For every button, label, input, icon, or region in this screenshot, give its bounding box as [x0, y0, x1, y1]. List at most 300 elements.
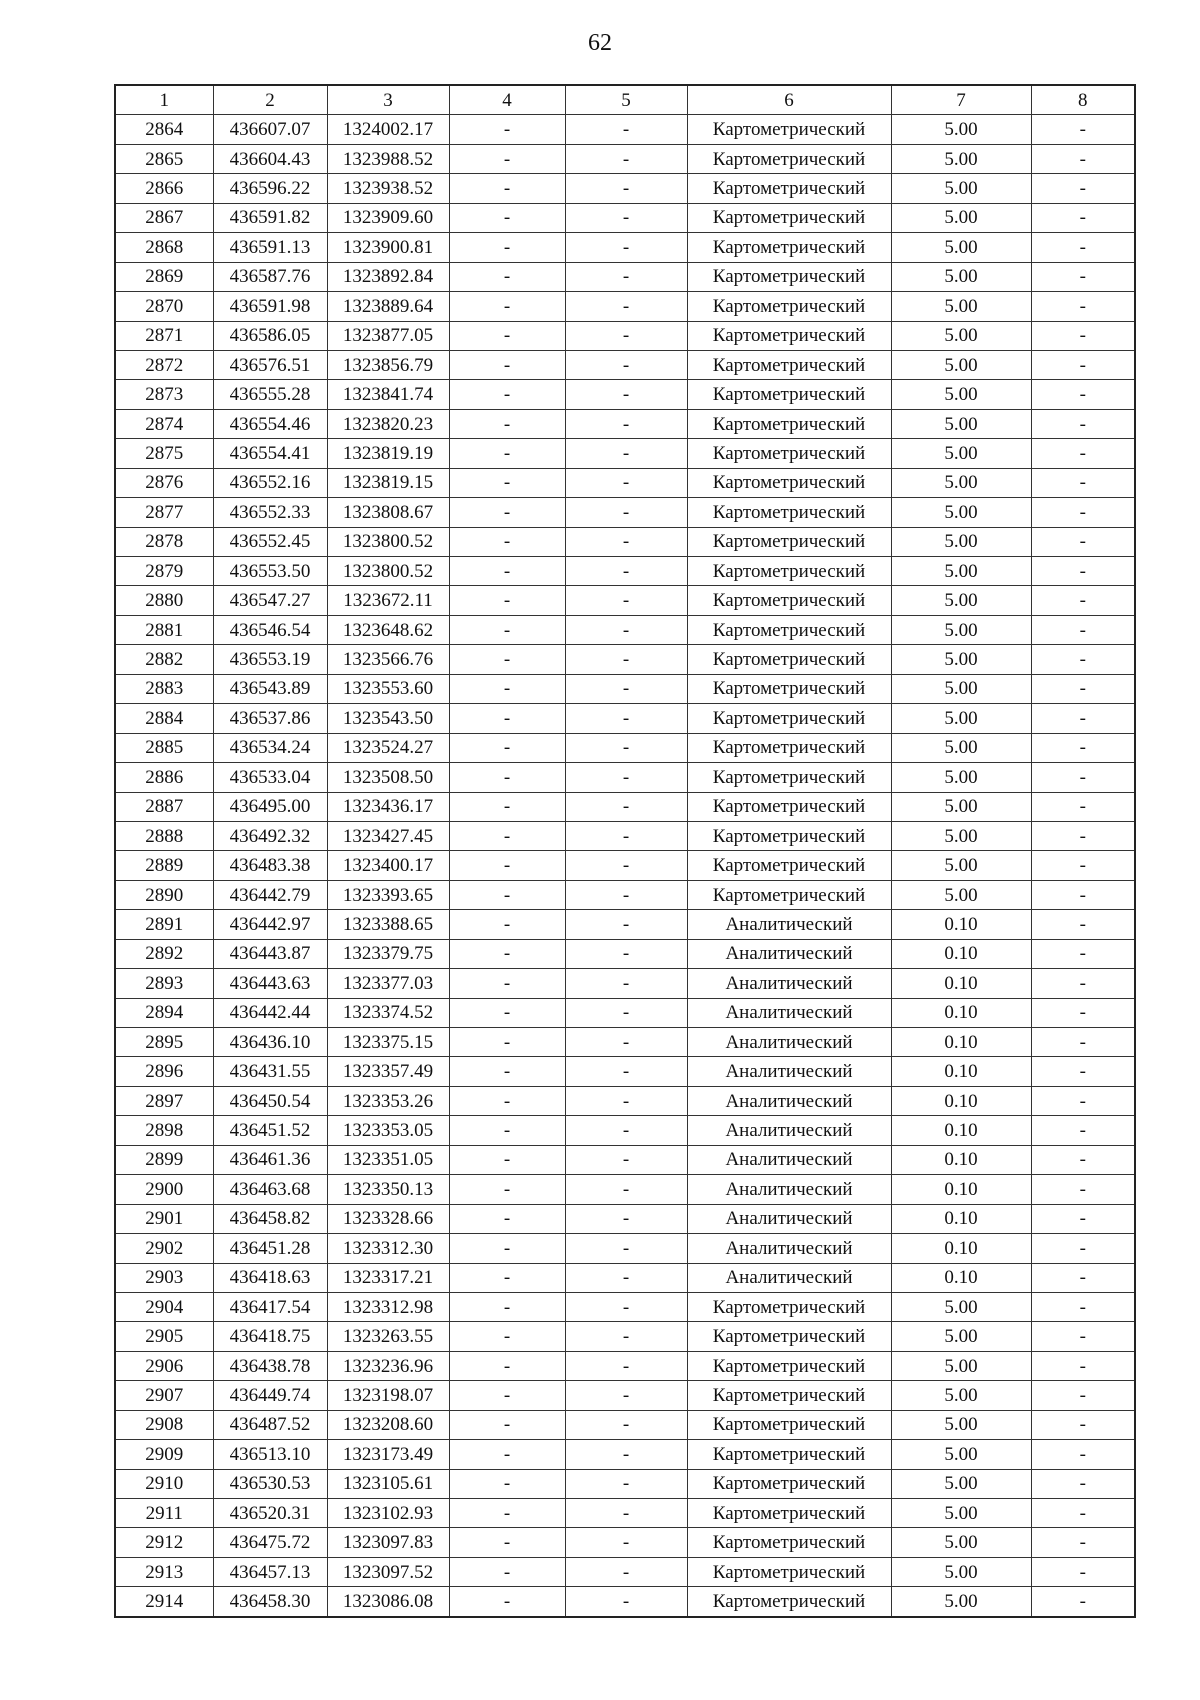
accuracy-cell: 5.00 [891, 792, 1031, 821]
col8-cell: - [1031, 1528, 1135, 1557]
accuracy-cell: 5.00 [891, 1469, 1031, 1498]
y-coordinate-cell: 1323353.26 [327, 1086, 449, 1115]
col4-cell: - [449, 615, 565, 644]
y-coordinate-cell: 1323353.05 [327, 1116, 449, 1145]
table-row [115, 1028, 1135, 1057]
point-number-cell: 2900 [115, 1175, 213, 1204]
col8-cell: - [1031, 674, 1135, 703]
point-number-cell: 2890 [115, 880, 213, 909]
accuracy-cell: 5.00 [891, 704, 1031, 733]
point-number-cell: 2868 [115, 233, 213, 262]
table-row [115, 998, 1135, 1027]
method-cell: Картометрический [687, 1322, 891, 1351]
col4-cell: - [449, 115, 565, 144]
accuracy-cell: 5.00 [891, 1587, 1031, 1617]
x-coordinate-cell: 436487.52 [213, 1410, 327, 1439]
x-coordinate-cell: 436458.82 [213, 1204, 327, 1233]
col8-cell: - [1031, 998, 1135, 1027]
accuracy-cell: 0.10 [891, 1263, 1031, 1292]
y-coordinate-cell: 1323819.15 [327, 468, 449, 497]
x-coordinate-cell: 436442.79 [213, 880, 327, 909]
table-row [115, 498, 1135, 527]
accuracy-cell: 5.00 [891, 674, 1031, 703]
col4-cell: - [449, 1322, 565, 1351]
col5-cell: - [565, 1322, 687, 1351]
point-number-cell: 2875 [115, 439, 213, 468]
method-cell: Картометрический [687, 1499, 891, 1528]
y-coordinate-cell: 1323328.66 [327, 1204, 449, 1233]
point-number-cell: 2889 [115, 851, 213, 880]
accuracy-cell: 5.00 [891, 645, 1031, 674]
x-coordinate-cell: 436591.13 [213, 233, 327, 262]
table-row [115, 1440, 1135, 1469]
table-row [115, 174, 1135, 203]
accuracy-cell: 5.00 [891, 468, 1031, 497]
table-row [115, 350, 1135, 379]
table-row [115, 380, 1135, 409]
table-row [115, 851, 1135, 880]
header-row [115, 85, 1135, 115]
x-coordinate-cell: 436552.16 [213, 468, 327, 497]
col4-cell: - [449, 821, 565, 850]
col8-cell: - [1031, 1351, 1135, 1380]
x-coordinate-cell: 436543.89 [213, 674, 327, 703]
y-coordinate-cell: 1323508.50 [327, 763, 449, 792]
method-cell: Картометрический [687, 1381, 891, 1410]
point-number-cell: 2878 [115, 527, 213, 556]
y-coordinate-cell: 1323351.05 [327, 1145, 449, 1174]
col5-cell: - [565, 851, 687, 880]
accuracy-cell: 5.00 [891, 350, 1031, 379]
method-cell: Картометрический [687, 792, 891, 821]
page-number: 62 [588, 30, 612, 56]
table-row [115, 1234, 1135, 1263]
point-number-cell: 2873 [115, 380, 213, 409]
col4-cell: - [449, 409, 565, 438]
point-number-cell: 2866 [115, 174, 213, 203]
x-coordinate-cell: 436458.30 [213, 1587, 327, 1617]
y-coordinate-cell: 1323856.79 [327, 350, 449, 379]
method-cell: Картометрический [687, 821, 891, 850]
point-number-cell: 2903 [115, 1263, 213, 1292]
col8-cell: - [1031, 880, 1135, 909]
col5-cell: - [565, 1292, 687, 1321]
col4-cell: - [449, 704, 565, 733]
y-coordinate-cell: 1323208.60 [327, 1410, 449, 1439]
col8-cell: - [1031, 792, 1135, 821]
col5-cell: - [565, 674, 687, 703]
col4-cell: - [449, 557, 565, 586]
col5-cell: - [565, 645, 687, 674]
col5-cell: - [565, 910, 687, 939]
x-coordinate-cell: 436576.51 [213, 350, 327, 379]
col8-cell: - [1031, 498, 1135, 527]
col4-cell: - [449, 998, 565, 1027]
method-cell: Аналитический [687, 998, 891, 1027]
col4-cell: - [449, 1234, 565, 1263]
accuracy-cell: 5.00 [891, 1292, 1031, 1321]
col5-cell: - [565, 498, 687, 527]
point-number-cell: 2885 [115, 733, 213, 762]
col8-cell: - [1031, 851, 1135, 880]
x-coordinate-cell: 436431.55 [213, 1057, 327, 1086]
point-number-cell: 2912 [115, 1528, 213, 1557]
col8-cell: - [1031, 1028, 1135, 1057]
table-row [115, 1557, 1135, 1586]
table-row [115, 733, 1135, 762]
col8-cell: - [1031, 1234, 1135, 1263]
col8-cell: - [1031, 262, 1135, 291]
x-coordinate-cell: 436591.98 [213, 292, 327, 321]
accuracy-cell: 5.00 [891, 557, 1031, 586]
col8-cell: - [1031, 704, 1135, 733]
col8-cell: - [1031, 527, 1135, 556]
x-coordinate-cell: 436554.41 [213, 439, 327, 468]
x-coordinate-cell: 436417.54 [213, 1292, 327, 1321]
table-row [115, 1528, 1135, 1557]
point-number-cell: 2904 [115, 1292, 213, 1321]
method-cell: Картометрический [687, 380, 891, 409]
table-row [115, 1469, 1135, 1498]
method-cell: Картометрический [687, 615, 891, 644]
col8-cell: - [1031, 350, 1135, 379]
col8-cell: - [1031, 321, 1135, 350]
method-cell: Картометрический [687, 674, 891, 703]
table-row [115, 1381, 1135, 1410]
col5-cell: - [565, 1057, 687, 1086]
method-cell: Картометрический [687, 1557, 891, 1586]
table-row [115, 792, 1135, 821]
table-row [115, 527, 1135, 556]
method-cell: Аналитический [687, 1145, 891, 1174]
accuracy-cell: 0.10 [891, 1204, 1031, 1233]
method-cell: Аналитический [687, 1204, 891, 1233]
y-coordinate-cell: 1323379.75 [327, 939, 449, 968]
x-coordinate-cell: 436495.00 [213, 792, 327, 821]
y-coordinate-cell: 1323436.17 [327, 792, 449, 821]
col5-cell: - [565, 439, 687, 468]
point-number-cell: 2897 [115, 1086, 213, 1115]
col5-cell: - [565, 821, 687, 850]
table-row [115, 1263, 1135, 1292]
table-row [115, 674, 1135, 703]
col5-cell: - [565, 1234, 687, 1263]
x-coordinate-cell: 436607.07 [213, 115, 327, 144]
col8-cell: - [1031, 557, 1135, 586]
y-coordinate-cell: 1323800.52 [327, 557, 449, 586]
accuracy-cell: 5.00 [891, 498, 1031, 527]
accuracy-cell: 5.00 [891, 292, 1031, 321]
point-number-cell: 2914 [115, 1587, 213, 1617]
method-cell: Картометрический [687, 851, 891, 880]
coordinates-table [114, 84, 1136, 1618]
table-row [115, 645, 1135, 674]
col4-cell: - [449, 174, 565, 203]
point-number-cell: 2872 [115, 350, 213, 379]
x-coordinate-cell: 436587.76 [213, 262, 327, 291]
y-coordinate-cell: 1323312.30 [327, 1234, 449, 1263]
col4-cell: - [449, 439, 565, 468]
col4-cell: - [449, 1440, 565, 1469]
point-number-cell: 2902 [115, 1234, 213, 1263]
col5-cell: - [565, 557, 687, 586]
table-row [115, 969, 1135, 998]
y-coordinate-cell: 1323086.08 [327, 1587, 449, 1617]
column-header: 5 [565, 85, 687, 115]
x-coordinate-cell: 436442.44 [213, 998, 327, 1027]
col4-cell: - [449, 1263, 565, 1292]
col5-cell: - [565, 1557, 687, 1586]
method-cell: Аналитический [687, 1086, 891, 1115]
x-coordinate-cell: 436443.63 [213, 969, 327, 998]
method-cell: Аналитический [687, 910, 891, 939]
method-cell: Картометрический [687, 1469, 891, 1498]
col4-cell: - [449, 851, 565, 880]
y-coordinate-cell: 1323672.11 [327, 586, 449, 615]
col8-cell: - [1031, 1116, 1135, 1145]
col8-cell: - [1031, 733, 1135, 762]
col8-cell: - [1031, 144, 1135, 173]
col4-cell: - [449, 586, 565, 615]
accuracy-cell: 0.10 [891, 1086, 1031, 1115]
x-coordinate-cell: 436530.53 [213, 1469, 327, 1498]
method-cell: Аналитический [687, 1263, 891, 1292]
point-number-cell: 2898 [115, 1116, 213, 1145]
col8-cell: - [1031, 1440, 1135, 1469]
col8-cell: - [1031, 1410, 1135, 1439]
y-coordinate-cell: 1323800.52 [327, 527, 449, 556]
col4-cell: - [449, 321, 565, 350]
method-cell: Картометрический [687, 1587, 891, 1617]
x-coordinate-cell: 436492.32 [213, 821, 327, 850]
method-cell: Картометрический [687, 527, 891, 556]
col4-cell: - [449, 1057, 565, 1086]
accuracy-cell: 5.00 [891, 851, 1031, 880]
col5-cell: - [565, 350, 687, 379]
col4-cell: - [449, 468, 565, 497]
point-number-cell: 2874 [115, 409, 213, 438]
accuracy-cell: 0.10 [891, 1175, 1031, 1204]
col5-cell: - [565, 321, 687, 350]
method-cell: Аналитический [687, 1175, 891, 1204]
y-coordinate-cell: 1323374.52 [327, 998, 449, 1027]
accuracy-cell: 5.00 [891, 1499, 1031, 1528]
y-coordinate-cell: 1323388.65 [327, 910, 449, 939]
col4-cell: - [449, 262, 565, 291]
point-number-cell: 2896 [115, 1057, 213, 1086]
column-header: 2 [213, 85, 327, 115]
col4-cell: - [449, 1116, 565, 1145]
method-cell: Картометрический [687, 1440, 891, 1469]
point-number-cell: 2864 [115, 115, 213, 144]
table-row [115, 262, 1135, 291]
col8-cell: - [1031, 1587, 1135, 1617]
table-row [115, 1351, 1135, 1380]
method-cell: Картометрический [687, 468, 891, 497]
point-number-cell: 2894 [115, 998, 213, 1027]
col4-cell: - [449, 1028, 565, 1057]
column-header: 8 [1031, 85, 1135, 115]
y-coordinate-cell: 1323819.19 [327, 439, 449, 468]
col8-cell: - [1031, 1204, 1135, 1233]
x-coordinate-cell: 436451.52 [213, 1116, 327, 1145]
col5-cell: - [565, 380, 687, 409]
point-number-cell: 2882 [115, 645, 213, 674]
point-number-cell: 2879 [115, 557, 213, 586]
accuracy-cell: 5.00 [891, 144, 1031, 173]
table-row [115, 203, 1135, 232]
col5-cell: - [565, 1587, 687, 1617]
col5-cell: - [565, 1116, 687, 1145]
point-number-cell: 2892 [115, 939, 213, 968]
x-coordinate-cell: 436552.45 [213, 527, 327, 556]
col5-cell: - [565, 939, 687, 968]
column-header: 4 [449, 85, 565, 115]
accuracy-cell: 0.10 [891, 910, 1031, 939]
col8-cell: - [1031, 645, 1135, 674]
y-coordinate-cell: 1323648.62 [327, 615, 449, 644]
y-coordinate-cell: 1323317.21 [327, 1263, 449, 1292]
table-row [115, 1057, 1135, 1086]
point-number-cell: 2905 [115, 1322, 213, 1351]
method-cell: Картометрический [687, 350, 891, 379]
col4-cell: - [449, 1086, 565, 1115]
col5-cell: - [565, 1086, 687, 1115]
x-coordinate-cell: 436436.10 [213, 1028, 327, 1057]
y-coordinate-cell: 1323377.03 [327, 969, 449, 998]
method-cell: Картометрический [687, 233, 891, 262]
col4-cell: - [449, 1351, 565, 1380]
x-coordinate-cell: 436604.43 [213, 144, 327, 173]
point-number-cell: 2887 [115, 792, 213, 821]
method-cell: Картометрический [687, 704, 891, 733]
table-row [115, 880, 1135, 909]
col8-cell: - [1031, 468, 1135, 497]
point-number-cell: 2877 [115, 498, 213, 527]
column-header: 1 [115, 85, 213, 115]
table-row [115, 910, 1135, 939]
col8-cell: - [1031, 1381, 1135, 1410]
col5-cell: - [565, 704, 687, 733]
col8-cell: - [1031, 1322, 1135, 1351]
accuracy-cell: 5.00 [891, 586, 1031, 615]
point-number-cell: 2909 [115, 1440, 213, 1469]
accuracy-cell: 0.10 [891, 1057, 1031, 1086]
table-row [115, 557, 1135, 586]
x-coordinate-cell: 436451.28 [213, 1234, 327, 1263]
point-number-cell: 2895 [115, 1028, 213, 1057]
point-number-cell: 2913 [115, 1557, 213, 1586]
col8-cell: - [1031, 1292, 1135, 1321]
y-coordinate-cell: 1323566.76 [327, 645, 449, 674]
col4-cell: - [449, 144, 565, 173]
column-header: 7 [891, 85, 1031, 115]
col5-cell: - [565, 615, 687, 644]
accuracy-cell: 5.00 [891, 1557, 1031, 1586]
x-coordinate-cell: 436553.19 [213, 645, 327, 674]
point-number-cell: 2886 [115, 763, 213, 792]
point-number-cell: 2871 [115, 321, 213, 350]
method-cell: Картометрический [687, 262, 891, 291]
col5-cell: - [565, 1381, 687, 1410]
accuracy-cell: 5.00 [891, 880, 1031, 909]
y-coordinate-cell: 1323102.93 [327, 1499, 449, 1528]
table-row [115, 1499, 1135, 1528]
method-cell: Картометрический [687, 498, 891, 527]
col4-cell: - [449, 380, 565, 409]
point-number-cell: 2865 [115, 144, 213, 173]
y-coordinate-cell: 1323892.84 [327, 262, 449, 291]
col4-cell: - [449, 203, 565, 232]
table-row [115, 115, 1135, 144]
table-row [115, 468, 1135, 497]
x-coordinate-cell: 436475.72 [213, 1528, 327, 1557]
col4-cell: - [449, 969, 565, 998]
x-coordinate-cell: 436537.86 [213, 704, 327, 733]
table-row [115, 1587, 1135, 1617]
col8-cell: - [1031, 939, 1135, 968]
col5-cell: - [565, 1263, 687, 1292]
col4-cell: - [449, 792, 565, 821]
y-coordinate-cell: 1323312.98 [327, 1292, 449, 1321]
y-coordinate-cell: 1323553.60 [327, 674, 449, 703]
method-cell: Картометрический [687, 733, 891, 762]
x-coordinate-cell: 436457.13 [213, 1557, 327, 1586]
col5-cell: - [565, 409, 687, 438]
y-coordinate-cell: 1323375.15 [327, 1028, 449, 1057]
y-coordinate-cell: 1323988.52 [327, 144, 449, 173]
accuracy-cell: 5.00 [891, 380, 1031, 409]
col4-cell: - [449, 733, 565, 762]
x-coordinate-cell: 436547.27 [213, 586, 327, 615]
method-cell: Аналитический [687, 1234, 891, 1263]
accuracy-cell: 5.00 [891, 1381, 1031, 1410]
y-coordinate-cell: 1323173.49 [327, 1440, 449, 1469]
method-cell: Аналитический [687, 1116, 891, 1145]
col8-cell: - [1031, 233, 1135, 262]
x-coordinate-cell: 436442.97 [213, 910, 327, 939]
accuracy-cell: 5.00 [891, 1322, 1031, 1351]
point-number-cell: 2869 [115, 262, 213, 291]
col8-cell: - [1031, 409, 1135, 438]
accuracy-cell: 5.00 [891, 233, 1031, 262]
table-row [115, 763, 1135, 792]
x-coordinate-cell: 436552.33 [213, 498, 327, 527]
column-header: 3 [327, 85, 449, 115]
y-coordinate-cell: 1324002.17 [327, 115, 449, 144]
accuracy-cell: 5.00 [891, 409, 1031, 438]
col4-cell: - [449, 350, 565, 379]
x-coordinate-cell: 436533.04 [213, 763, 327, 792]
col4-cell: - [449, 527, 565, 556]
col5-cell: - [565, 1145, 687, 1174]
table-row [115, 292, 1135, 321]
x-coordinate-cell: 436418.63 [213, 1263, 327, 1292]
y-coordinate-cell: 1323909.60 [327, 203, 449, 232]
x-coordinate-cell: 436443.87 [213, 939, 327, 968]
point-number-cell: 2911 [115, 1499, 213, 1528]
table-row [115, 1410, 1135, 1439]
y-coordinate-cell: 1323097.83 [327, 1528, 449, 1557]
method-cell: Картометрический [687, 1292, 891, 1321]
point-number-cell: 2910 [115, 1469, 213, 1498]
method-cell: Аналитический [687, 1057, 891, 1086]
accuracy-cell: 5.00 [891, 321, 1031, 350]
y-coordinate-cell: 1323889.64 [327, 292, 449, 321]
col4-cell: - [449, 1469, 565, 1498]
y-coordinate-cell: 1323236.96 [327, 1351, 449, 1380]
x-coordinate-cell: 436461.36 [213, 1145, 327, 1174]
